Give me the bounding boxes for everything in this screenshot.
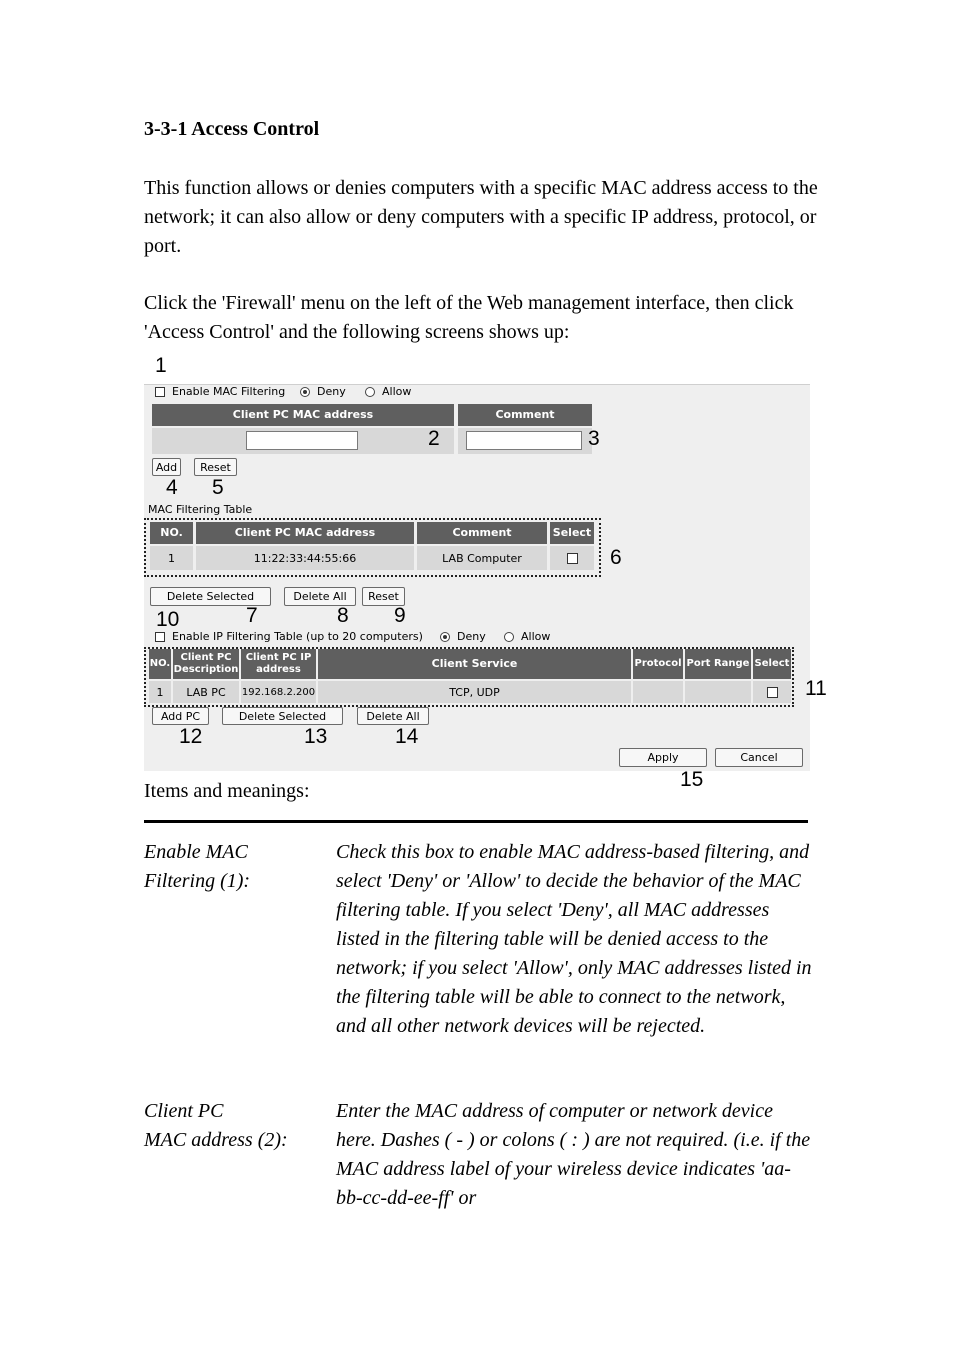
mac-deny-label: Deny <box>317 385 346 398</box>
item-term-client-pc-mac-address <box>144 1097 334 1155</box>
callout-6: 6 <box>610 546 622 569</box>
mac-table-header-select: Select <box>550 522 594 544</box>
mac-table-reset-button[interactable]: Reset <box>362 587 405 606</box>
ip-allow-radio[interactable] <box>504 632 514 642</box>
callout-13: 13 <box>304 725 328 748</box>
callout-5: 5 <box>212 476 224 499</box>
callout-15: 15 <box>680 768 704 791</box>
term-line: Filtering (1): <box>144 870 251 892</box>
ip-table-cell-no: 1 <box>149 681 171 703</box>
mac-delete-selected-button[interactable]: Delete Selected <box>150 587 271 606</box>
term-line: Client PC <box>144 1100 224 1122</box>
mac-filtering-table-title: MAC Filtering Table <box>148 503 253 516</box>
callout-2: 2 <box>428 427 440 450</box>
ip-table-cell-port-range <box>685 681 751 703</box>
term-line: Enable MAC <box>144 841 248 863</box>
mac-table-header-comment: Comment <box>417 522 547 544</box>
mac-table-cell-no: 1 <box>150 546 193 570</box>
mac-row-select-checkbox[interactable] <box>567 553 578 564</box>
mac-address-header: Client PC MAC address <box>152 404 454 426</box>
ip-table-cell-service: TCP, UDP <box>318 681 631 703</box>
ip-table-header-description: Client PC Description <box>173 649 239 679</box>
ip-table-cell-ip: 192.168.2.200 <box>241 681 316 703</box>
ip-table-cell-protocol <box>633 681 683 703</box>
ip-table-header-select: Select <box>753 649 791 679</box>
ip-table-cell-description: LAB PC <box>173 681 239 703</box>
callout-10: 10 <box>156 608 180 631</box>
ip-table-cell-select <box>753 681 791 703</box>
term-line: MAC address (2): <box>144 1129 288 1151</box>
ip-table-header-no: NO. <box>149 649 171 679</box>
callout-14: 14 <box>395 725 419 748</box>
ip-table-header-protocol: Protocol <box>633 649 683 679</box>
callout-1: 1 <box>155 354 167 377</box>
section-title: 3-3-1 Access Control <box>144 118 320 140</box>
ip-row-select-checkbox[interactable] <box>767 687 778 698</box>
apply-button[interactable]: Apply <box>619 748 707 767</box>
callout-3: 3 <box>588 427 600 450</box>
ip-table-header-port-range: Port Range <box>685 649 751 679</box>
enable-ip-filtering-checkbox[interactable] <box>155 632 165 642</box>
callout-7: 7 <box>246 604 258 627</box>
comment-header: Comment <box>458 404 592 426</box>
intro-paragraph: This function allows or denies computers with a specific MAC address access to the network; it can also allow or deny computers with a specific IP address, protocol, or port. <box>144 177 818 257</box>
mac-allow-label: Allow <box>382 385 412 398</box>
ip-deny-label: Deny <box>457 630 486 643</box>
ip-allow-label: Allow <box>521 630 551 643</box>
comment-input[interactable] <box>466 431 582 450</box>
callout-8: 8 <box>337 604 349 627</box>
ip-delete-selected-button[interactable]: Delete Selected <box>222 707 343 725</box>
mac-allow-radio[interactable] <box>365 387 375 397</box>
divider-rule <box>144 820 808 823</box>
add-pc-button[interactable]: Add PC <box>152 707 209 725</box>
items-heading: Items and meanings: <box>144 780 310 802</box>
enable-mac-filtering-checkbox[interactable] <box>155 387 165 397</box>
callout-11: 11 <box>805 677 827 700</box>
ip-delete-all-button[interactable]: Delete All <box>357 707 429 725</box>
mac-table-cell-mac: 11:22:33:44:55:66 <box>196 546 414 570</box>
ip-table-header-service: Client Service <box>318 649 631 679</box>
instruction-paragraph: Click the 'Firewall' menu on the left of the Web management interface, then click 'Access Control' and the following screens shows up: <box>144 292 794 343</box>
mac-table-cell-comment: LAB Computer <box>417 546 547 570</box>
add-button[interactable]: Add <box>152 458 181 476</box>
ip-deny-radio[interactable] <box>440 632 450 642</box>
item-definition-client-pc-mac-address: Enter the MAC address of computer or network device here. Dashes ( - ) or colons ( : ) are not required. (i.e. if the MAC address label of your wireless device indicates 'aa-bb-cc-dd-ee-ff' or <box>336 1100 811 1209</box>
reset-button[interactable]: Reset <box>194 458 237 476</box>
mac-delete-all-button[interactable]: Delete All <box>284 587 356 606</box>
mac-table-cell-select <box>550 546 594 570</box>
callout-9: 9 <box>394 604 406 627</box>
mac-address-input[interactable] <box>246 431 358 450</box>
item-term-enable-mac-filtering <box>144 838 334 896</box>
mac-deny-radio[interactable] <box>300 387 310 397</box>
callout-4: 4 <box>166 476 178 499</box>
enable-ip-filtering-label: Enable IP Filtering Table (up to 20 computers) <box>172 630 423 643</box>
mac-table-header-mac: Client PC MAC address <box>196 522 414 544</box>
cancel-button[interactable]: Cancel <box>715 748 803 767</box>
mac-table-header-no: NO. <box>150 522 193 544</box>
ip-table-header-ip: Client PC IP address <box>241 649 316 679</box>
enable-mac-filtering-label: Enable MAC Filtering <box>172 385 286 398</box>
callout-12: 12 <box>179 725 203 748</box>
item-definition-enable-mac-filtering: Check this box to enable MAC address-based filtering, and select 'Deny' or 'Allow' to decide the behavior of the MAC filtering table. If you select 'Deny', all MAC addresses listed in the filtering table will be denied access to the network; if you select 'Allow', only MAC addresses listed in the filtering table will be able to connect to the network, and all other network devices will be rejected. <box>336 841 812 1037</box>
